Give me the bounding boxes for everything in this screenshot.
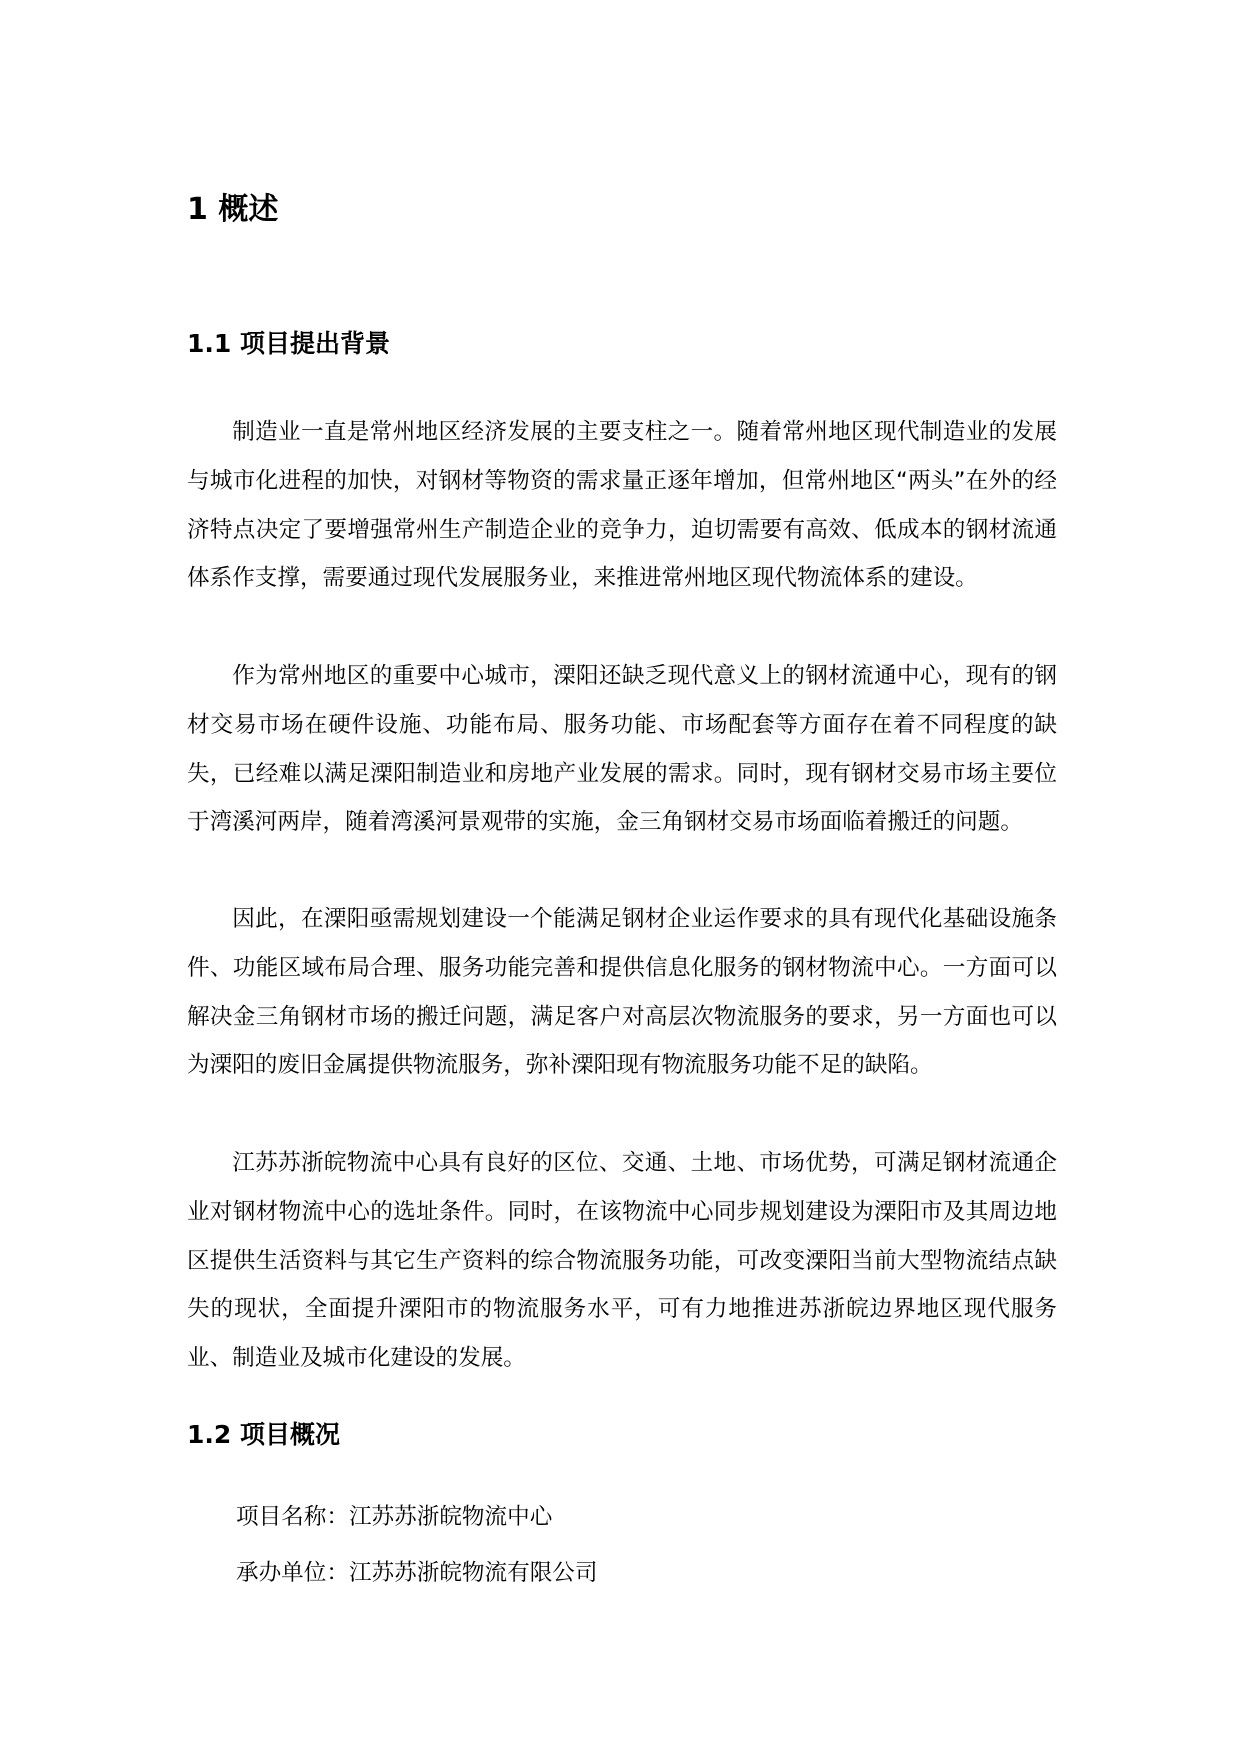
project-name-line: 项目名称：江苏苏浙皖物流中心 [236,1504,553,1530]
organizer-line: 承办单位：江苏苏浙皖物流有限公司 [236,1560,598,1586]
paragraph-text: 江苏苏浙皖物流中心具有良好的区位、交通、土地、市场优势，可满足钢材流通企业对钢材物流中心的选址条件。同时，在该物流中心同步规划建设为溧阳市及其周边地区提供生活资料与其它生产资料的综合物流服务功能，可改变溧阳当前大型物流结点缺失的现状，全面提升溧阳市的物流服务水平，可有力地推进苏浙皖边界地区现代服务业、制造业及城市化建设的发展。 [187,1150,1057,1372]
paragraph-liyang-center [187,652,1057,847]
paragraph-text: 作为常州地区的重要中心城市，溧阳还缺乏现代意义上的钢材流通中心，现有的钢材交易市场在硬件设施、功能布局、服务功能、市场配套等方面存在着不同程度的缺失，已经难以满足溧阳制造业和房地产业发展的需求。同时，现有钢材交易市场主要位于湾溪河两岸，随着湾溪河景观带的实施，金三角钢材交易市场面临着搬迁的问题。 [187,663,1057,836]
paragraph-planning [187,895,1057,1090]
section-title-overview: 1.2 项目概况 [187,1420,340,1449]
paragraph-text: 因此，在溧阳亟需规划建设一个能满足钢材企业运作要求的具有现代化基础设施条件、功能区域布局合理、服务功能完善和提供信息化服务的钢材物流中心。一方面可以解决金三角钢材市场的搬迁问题，满足客户对高层次物流服务的要求，另一方面也可以为溧阳的废旧金属提供物流服务，弥补溧阳现有物流服务功能不足的缺陷。 [187,906,1057,1079]
paragraph-advantages [187,1139,1057,1383]
section-title-background: 1.1 项目提出背景 [187,329,390,358]
paragraph-text: 制造业一直是常州地区经济发展的主要支柱之一。随着常州地区现代制造业的发展与城市化进程的加快，对钢材等物资的需求量正逐年增加，但常州地区“两头”在外的经济特点决定了要增强常州生产制造企业的竞争力，迫切需要有高效、低成本的钢材流通体系作支撑，需要通过现代发展服务业，来推进常州地区现代物流体系的建设。 [187,419,1057,592]
paragraph-manufacturing [187,408,1057,603]
chapter-title: 1 概述 [187,192,279,227]
